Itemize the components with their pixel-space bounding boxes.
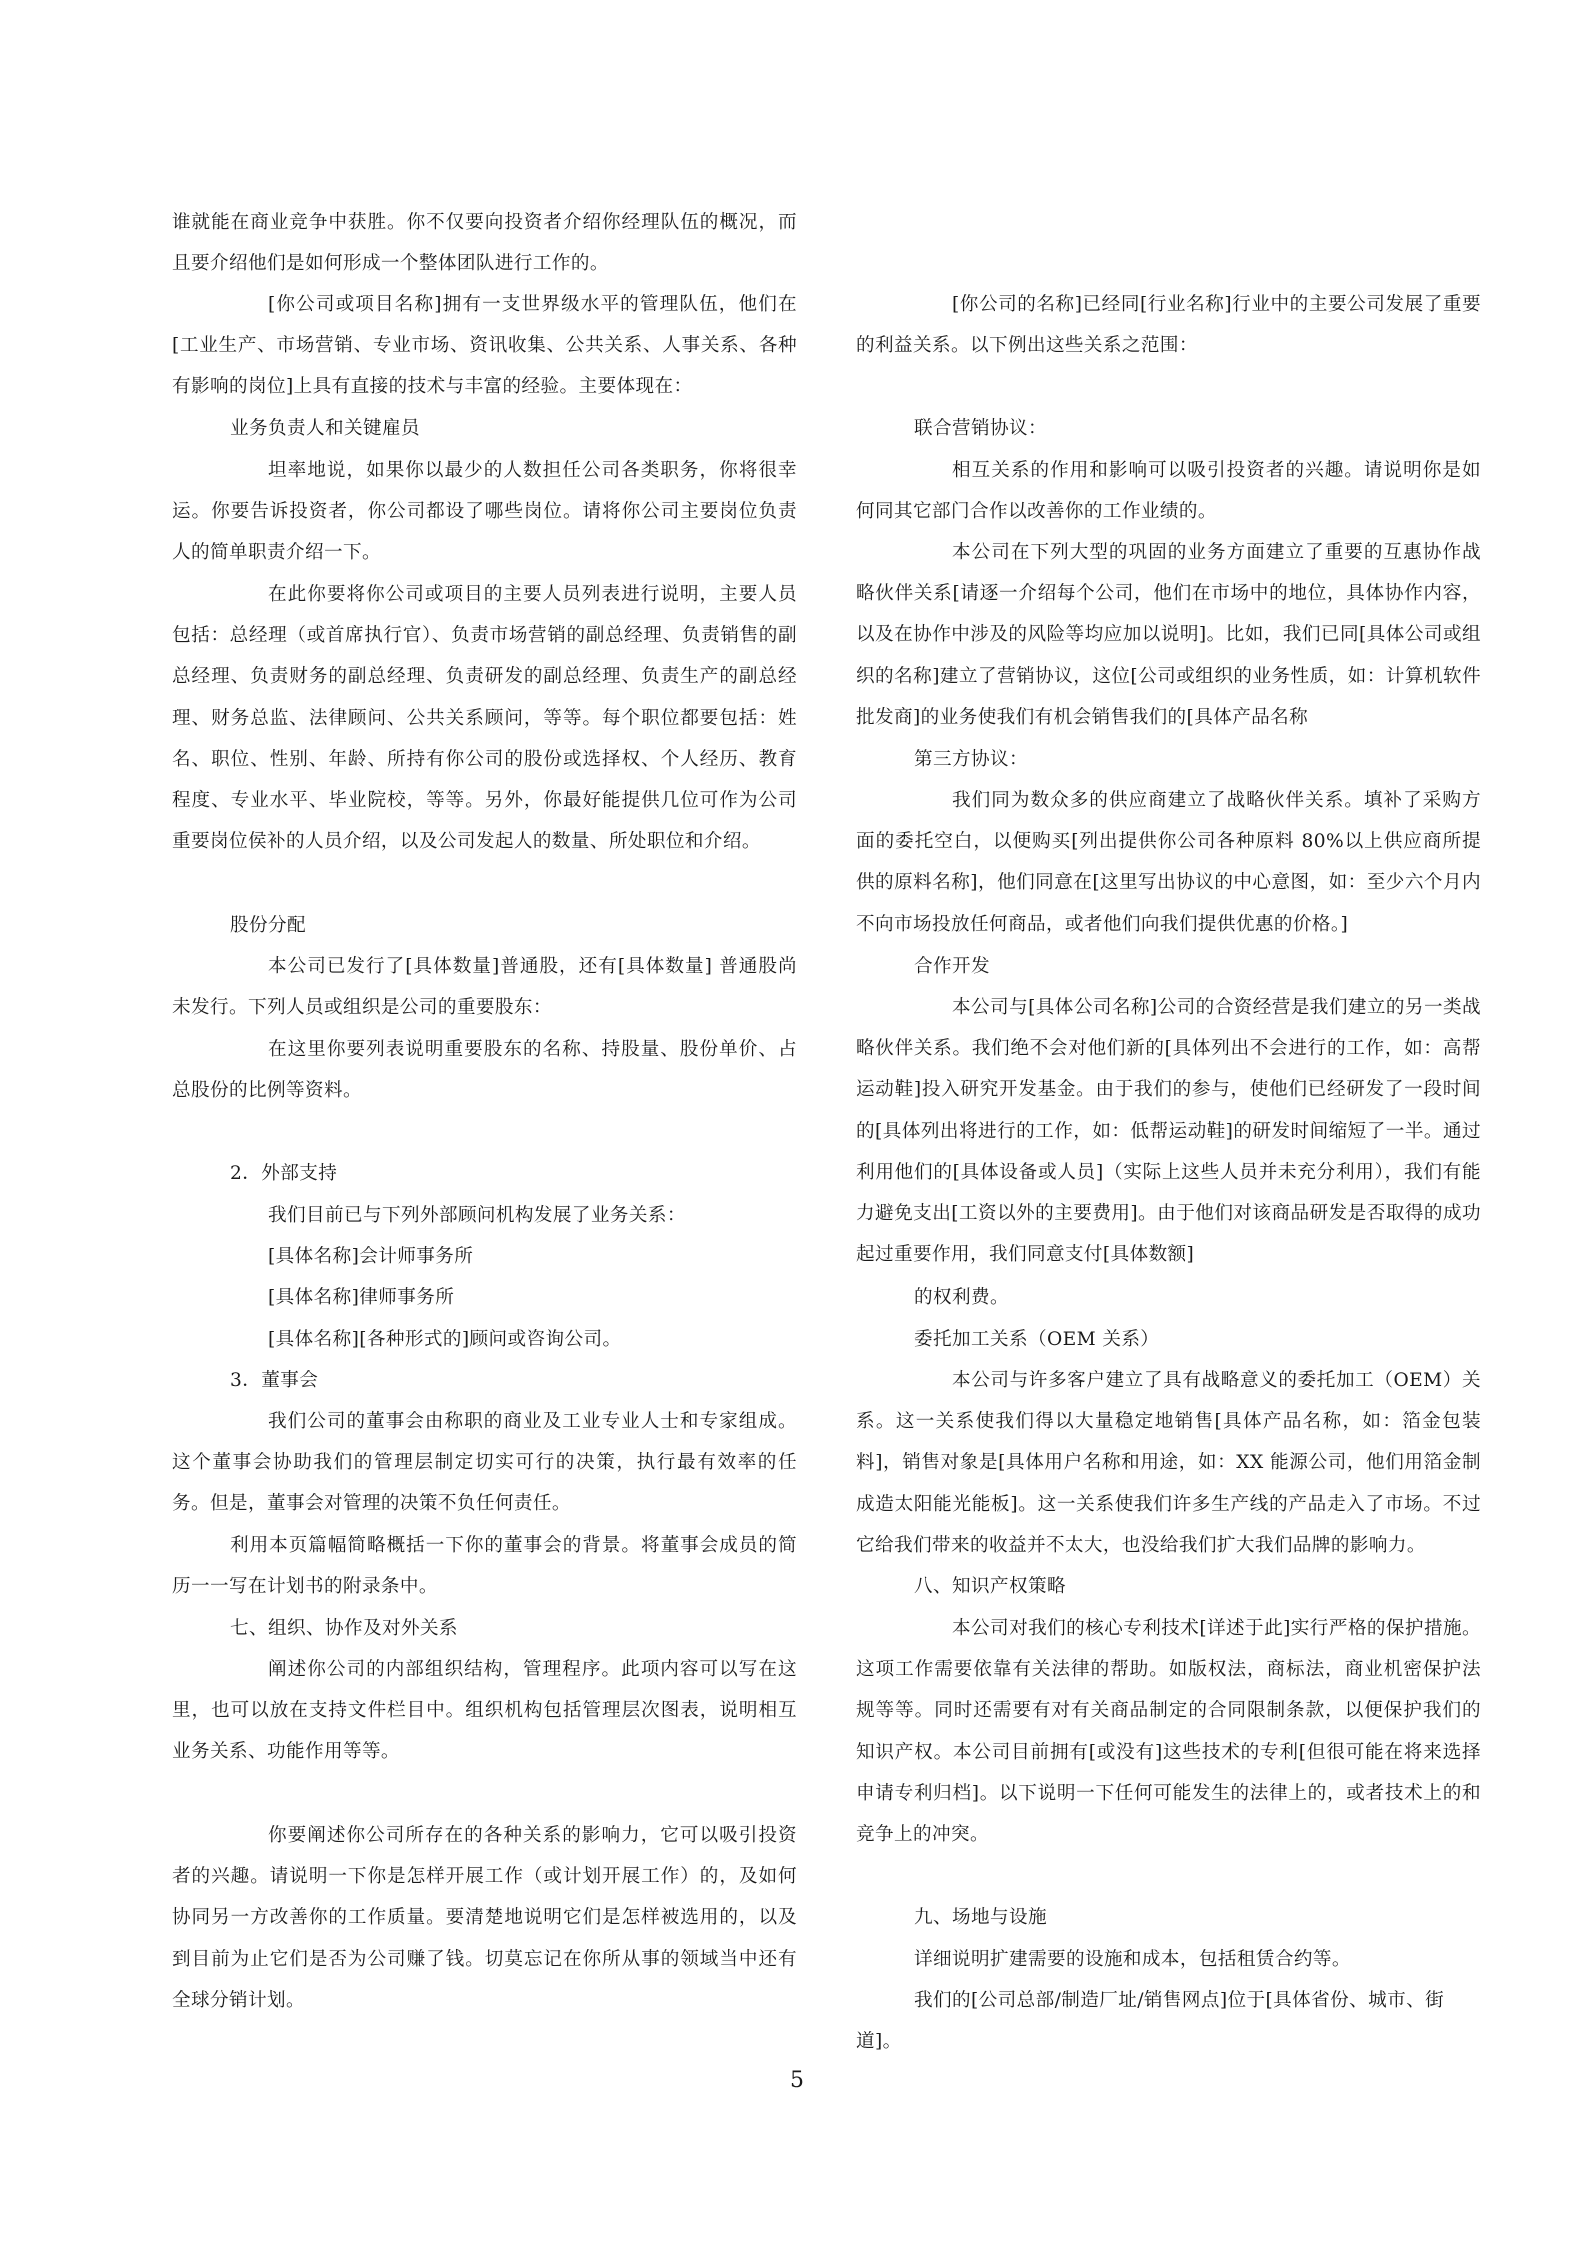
paragraph-ip-protection: 本公司对我们的核心专利技术[详述于此]实行严格的保护措施。这项工作需要依靠有关法律的帮助。如版权法，商标法，商业机密保护法规等等。同时还需要有对有关商品制定的合同限制条款，以便保护我们的知识产权。本公司目前拥有[或没有]这些技术的专利[但很可能在将来选择申请专利归档]。以下说明一下任何可能发生的法律上的，或者技术上的和竞争上的冲突。 [856, 1618, 1481, 1846]
heading-key-employees: 业务负责人和关键雇员 [230, 418, 420, 439]
heading-section-seven: 七、组织、协作及对外关系 [230, 1618, 458, 1639]
heading-joint-marketing: 联合营销协议： [914, 418, 1047, 439]
paragraph-external-advisors: 我们目前已与下列外部顾问机构发展了业务关系： [268, 1205, 686, 1226]
page-number: 5 [790, 2068, 804, 2093]
paragraph-facilities: 详细说明扩建需要的设施和成本，包括租赁合约等。 [914, 1949, 1351, 1970]
paragraph-suppliers: 我们同为数众多的供应商建立了战略伙伴关系。填补了采购方面的委托空白，以便购买[列出提供你公司各种原料 80%以上供应商所提供的原料名称]，他们同意在[这里写出协议的中心意图，如：至少六个月内不向市场投放任何商品，或者他们向我们提供优惠的价格。] [856, 790, 1481, 935]
paragraph-org-structure: 阐述你公司的内部组织结构，管理程序。此项内容可以写在这里，也可以放在支持文件栏目中。组织机构包括管理层次图表，说明相互业务关系、功能作用等等。 [172, 1659, 797, 1763]
paragraph-interest-relations: [你公司的名称]已经同[行业名称]行业中的主要公司发展了重要的利益关系。以下例出这些关系之范围： [856, 294, 1481, 357]
heading-share-allocation: 股份分配 [230, 915, 306, 936]
paragraph-shares-issued: 本公司已发行了[具体数量]普通股，还有[具体数量] 普通股尚未发行。下列人员或组织是公司的重要股东： [172, 956, 797, 1019]
list-item-accounting-firm: [具体名称]会计师事务所 [268, 1246, 474, 1267]
heading-board-of-directors: 3．董事会 [230, 1370, 319, 1391]
paragraph-relationships: 你要阐述你公司所存在的各种关系的影响力，它可以吸引投资者的兴趣。请说明一下你是怎样开展工作（或计划开展工作）的，及如何协同另一方改善你的工作质量。要清楚地说明它们是怎样被选用的，以及到目前为止它们是否为公司赚了钱。切莫忘记在你所从事的领域当中还有全球分销计划。 [172, 1825, 797, 2011]
paragraph-royalty: 的权利费。 [914, 1287, 1009, 1308]
heading-oem: 委托加工关系（OEM 关系） [914, 1329, 1160, 1350]
paragraph-strategic-partnership: 本公司在下列大型的巩固的业务方面建立了重要的互惠协作战略伙伴关系[请逐一介绍每个公司，他们在市场中的地位，具体协作内容，以及在协作中涉及的风险等均应加以说明]。比如，我们已同[具体公司或组织的名称]建立了营销协议，这位[公司或组织的业务性质，如：计算机软件批发商]的业务使我们有机会销售我们的[具体产品名称 [856, 542, 1481, 728]
paragraph-shareholder-list: 在这里你要列表说明重要股东的名称、持股量、股份单价、占总股份的比例等资料。 [172, 1039, 797, 1102]
heading-section-nine: 九、场地与设施 [914, 1907, 1047, 1928]
paragraph-management-team: [你公司或项目名称]拥有一支世界级水平的管理队伍，他们在[工业生产、市场营销、专业市场、资讯收集、公共关系、人事关系、各种有影响的岗位]上具有直接的技术与丰富的经验。主要体现在： [172, 294, 797, 398]
paragraph-location: 我们的[公司总部/制造厂址/销售网点]位于[具体省份、城市、街道]。 [856, 1990, 1445, 2053]
list-item-law-firm: [具体名称]律师事务所 [268, 1287, 455, 1308]
paragraph-board-composition: 我们公司的董事会由称职的商业及工业专业人士和专家组成。这个董事会协助我们的管理层制定切实可行的决策，执行最有效率的任务。但是，董事会对管理的决策不负任何责任。 [172, 1411, 797, 1515]
paragraph-key-personnel: 在此你要将你公司或项目的主要人员列表进行说明，主要人员包括：总经理（或首席执行官）、负责市场营销的副总经理、负责销售的副总经理、负责财务的副总经理、负责研发的副总经理、负责生产的副总经理、财务总监、法律顾问、公共关系顾问，等等。每个职位都要包括：姓名、职位、性别、年龄、所持有你公司的股份或选择权、个人经历、教育程度、专业水平、毕业院校，等等。另外，你最好能提供几位可作为公司重要岗位侯补的人员介绍，以及公司发起人的数量、所处职位和介绍。 [172, 584, 797, 853]
paragraph-joint-venture: 本公司与[具体公司名称]公司的合资经营是我们建立的另一类战略伙伴关系。我们绝不会对他们新的[具体列出不会进行的工作，如：高帮运动鞋]投入研究开发基金。由于我们的参与，使他们已经研发了一段时间的[具体列出将进行的工作，如：低帮运动鞋]的研发时间缩短了一半。通过利用他们的[具体设备或人员]（实际上这些人员并未充分利用），我们有能力避免支出[工资以外的主要费用]。由于他们对该商品研发是否取得的成功起过重要作用，我们同意支付[具体数额] [856, 997, 1481, 1266]
heading-joint-development: 合作开发 [914, 956, 990, 977]
heading-section-eight: 八、知识产权策略 [914, 1576, 1066, 1597]
paragraph-positions: 坦率地说，如果你以最少的人数担任公司各类职务，你将很幸运。你要告诉投资者，你公司都设了哪些岗位。请将你公司主要岗位负责人的简单职责介绍一下。 [172, 460, 797, 564]
list-item-consulting-firm: [具体名称][各种形式的]顾问或咨询公司。 [268, 1329, 622, 1350]
paragraph-cooperation-value: 相互关系的作用和影响可以吸引投资者的兴趣。请说明你是如何同其它部门合作以改善你的工作业绩的。 [856, 460, 1481, 523]
heading-external-support: 2．外部支持 [230, 1163, 338, 1184]
paragraph-board-background: 利用本页篇幅简略概括一下你的董事会的背景。将董事会成员的简历一一写在计划书的附录条中。 [172, 1535, 797, 1598]
paragraph-team-intro: 谁就能在商业竞争中获胜。你不仅要向投资者介绍你经理队伍的概况，而且要介绍他们是如何形成一个整体团队进行工作的。 [172, 212, 797, 275]
paragraph-oem: 本公司与许多客户建立了具有战略意义的委托加工（OEM）关系。这一关系使我们得以大量稳定地销售[具体产品名称，如：箔金包装料]，销售对象是[具体用户名称和用途，如：XX 能源公司，他们用箔金制成造太阳能光能板]。这一关系使我们许多生产线的产品走入了市场。不过它给我们带来的收益并不太大，也没给我们扩大我们品牌的影响力。 [856, 1370, 1481, 1556]
heading-third-party: 第三方协议： [914, 749, 1028, 770]
